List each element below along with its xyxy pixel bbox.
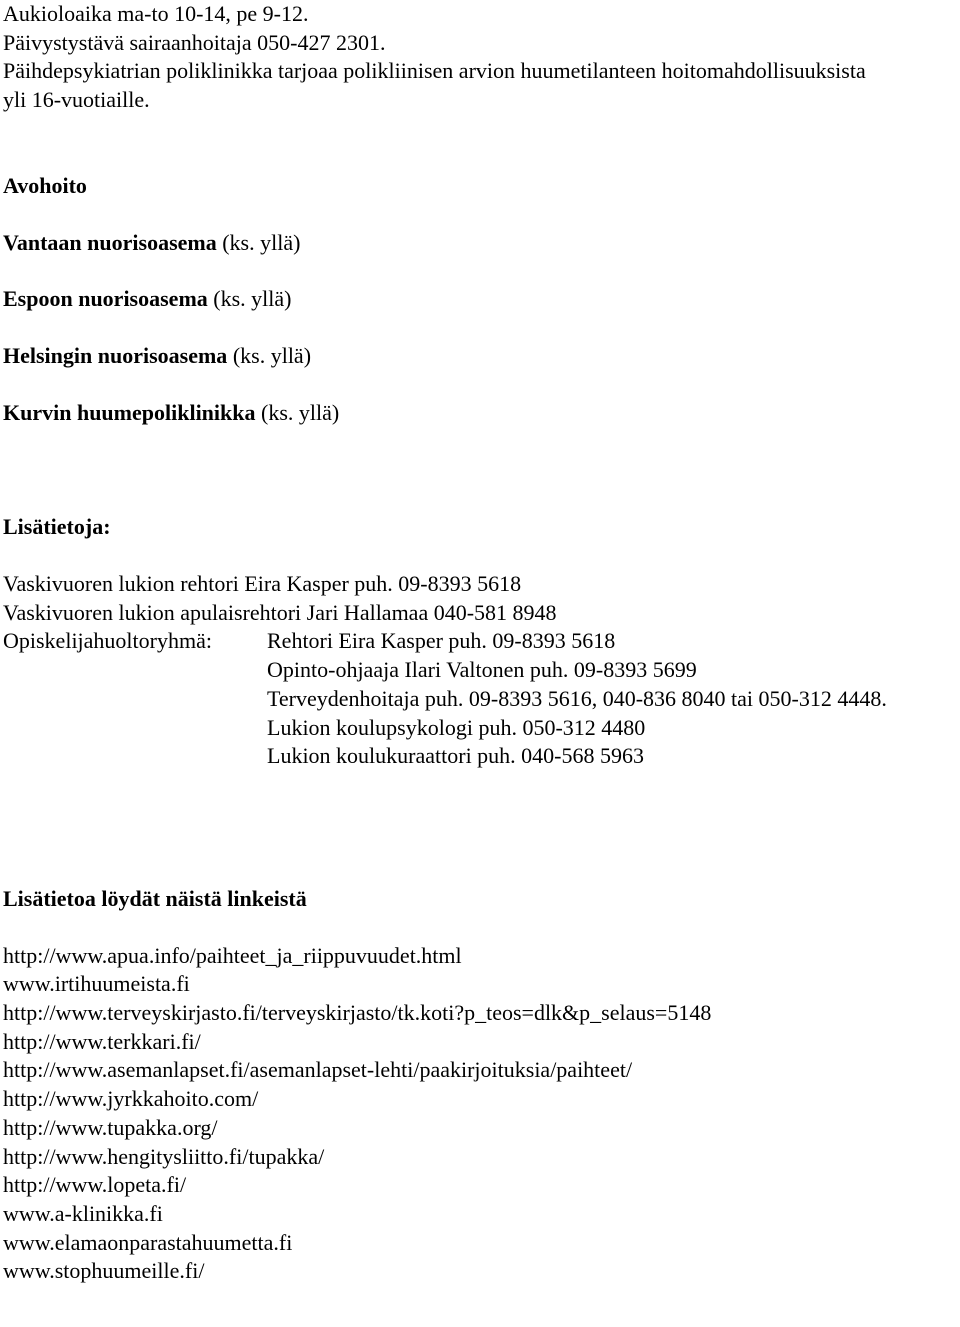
intro-section [3, 0, 958, 115]
contact-vice-principal-text: Vaskivuoren lukion apulaisrehtori Jari Hallamaa 040-581 8948 [3, 599, 557, 625]
student-care-group-item: Terveydenhoitaja puh. 09-8393 5616, 040-836 8040 tai 050-312 4448. [267, 685, 887, 711]
student-care-group-item: Lukion koulupsykologi puh. 050-312 4480 [267, 714, 646, 740]
student-care-group-item: Opinto-ohjaaja Ilari Valtonen puh. 09-8393 5699 [267, 657, 697, 683]
avohoito-item [3, 229, 958, 258]
link-item[interactable]: http://www.jyrkkahoito.com/ [3, 1086, 259, 1112]
spacer [3, 542, 958, 570]
link-item[interactable]: www.a-klinikka.fi [3, 1200, 163, 1226]
avohoito-heading: Avohoito [3, 172, 87, 198]
avohoito-item-name: Espoon nuorisoasema [3, 286, 208, 312]
contact-principal-text: Vaskivuoren lukion rehtori Eira Kasper puh. 09-8393 5618 [3, 571, 522, 597]
student-care-group-row [3, 627, 958, 656]
spacer [3, 427, 958, 513]
avohoito-item-name: Kurvin huumepoliklinikka [3, 399, 256, 425]
link-item[interactable]: http://www.lopeta.fi/ [3, 1172, 187, 1198]
link-item[interactable]: www.stophuumeille.fi/ [3, 1258, 205, 1284]
clinic-description-text-cont: yli 16-vuotiaille. [3, 87, 150, 113]
student-care-group-label: Opiskelijahuoltoryhmä: [3, 628, 212, 654]
links-section [3, 885, 958, 1286]
lisatietoja-section [3, 513, 958, 771]
avohoito-item [3, 342, 958, 371]
avohoito-item-note: (ks. yllä) [255, 399, 340, 425]
links-heading: Lisätietoa löydät näistä linkeistä [3, 885, 307, 911]
document-page [3, 0, 958, 1286]
avohoito-section [3, 172, 958, 428]
student-care-group-item: Lukion koulukuraattori puh. 040-568 5963 [267, 743, 645, 769]
link-item[interactable]: http://www.tupakka.org/ [3, 1114, 218, 1140]
avohoito-item-name: Vantaan nuorisoasema [3, 229, 217, 255]
link-item[interactable]: http://www.hengitysliitto.fi/tupakka/ [3, 1143, 325, 1169]
clinic-description-text: Päihdepsykiatrian poliklinikka tarjoaa polikliinisen arvion huumetilanteen hoitomahdollisuuksista [3, 58, 866, 84]
spacer [3, 771, 958, 885]
student-care-group-item: Rehtori Eira Kasper puh. 09-8393 5618 [267, 628, 616, 654]
link-item[interactable]: www.elamaonparastahuumetta.fi [3, 1229, 293, 1255]
avohoito-item-note: (ks. yllä) [207, 286, 292, 312]
link-item[interactable]: http://www.terveyskirjasto.fi/terveyskirjasto/tk.koti?p_teos=dlk&p_selaus=5148 [3, 1000, 712, 1026]
spacer [3, 914, 958, 942]
avohoito-item-note: (ks. yllä) [227, 342, 312, 368]
link-item[interactable]: www.irtihuumeista.fi [3, 971, 190, 997]
opening-hours-text: Aukioloaika ma-to 10-14, pe 9-12. [3, 1, 309, 26]
spacer [3, 371, 958, 399]
spacer [3, 115, 958, 172]
link-item[interactable]: http://www.asemanlapset.fi/asemanlapset-lehti/paakirjoituksia/paihteet/ [3, 1057, 633, 1083]
avohoito-item [3, 285, 958, 314]
lisatietoja-heading: Lisätietoja: [3, 514, 111, 540]
on-call-nurse-text: Päivystystävä sairaanhoitaja 050-427 2301. [3, 29, 386, 55]
link-item[interactable]: http://www.apua.info/paihteet_ja_riippuvuudet.html [3, 942, 462, 968]
spacer [3, 314, 958, 342]
link-item[interactable]: http://www.terkkari.fi/ [3, 1028, 201, 1054]
spacer [3, 201, 958, 229]
spacer [3, 257, 958, 285]
avohoito-item-note: (ks. yllä) [216, 229, 301, 255]
avohoito-item [3, 399, 958, 428]
avohoito-item-name: Helsingin nuorisoasema [3, 342, 228, 368]
